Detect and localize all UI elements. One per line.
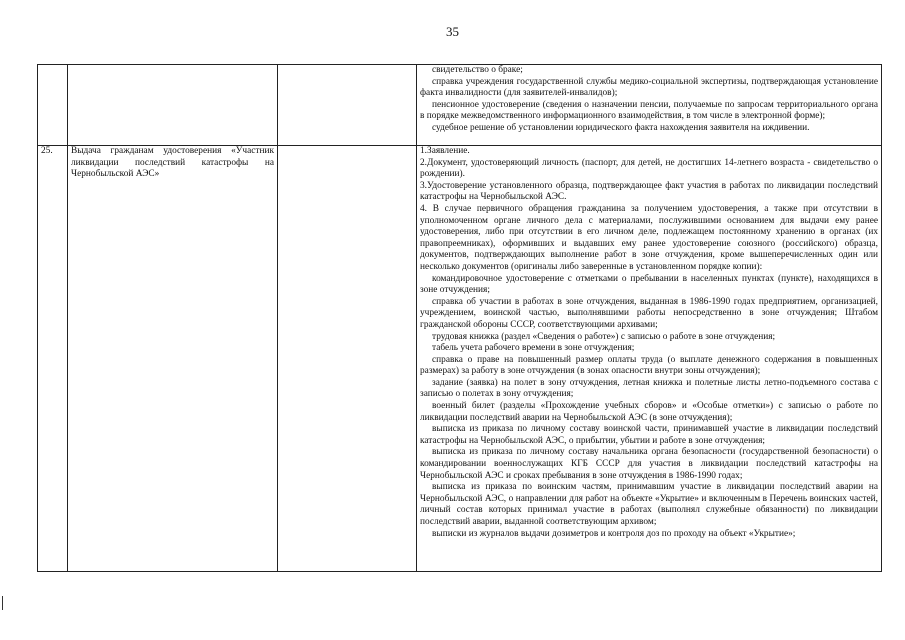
table-row [38, 146, 882, 572]
document-item: табель учета рабочего времени в зоне отчуждения; [432, 343, 635, 354]
document-item: трудовая книжка (раздел «Сведения о работе») с записью о работе в зоне отчуждения; [432, 331, 776, 342]
documents-cell [417, 65, 882, 146]
empty-cell [278, 146, 417, 572]
document-item: задание (заявка) на полет в зону отчуждения, летная книжка и полетные листы летно-подъемного состава с записью о полетах в зону отчуждения; [420, 377, 878, 400]
documents-cell [417, 146, 882, 572]
document-item: 3.Удостоверение установленного образца, подтверждающее факт участия в работах по ликвидации последствий катастрофы на Чернобыльской АЭС. [420, 180, 878, 203]
document-item: судебное решение об установлении юридического факта нахождения заявителя на иждивении. [432, 122, 810, 133]
document-item: 1.Заявление. [420, 146, 470, 156]
document-item: справка учреждения государственной службы медико-социальной экспертизы, подтверждающая установление факта инвалидности (для заявителей-инвалидов); [420, 76, 878, 99]
page-number: 35 [446, 24, 459, 39]
document-item: 2.Документ, удостоверяющий личность (паспорт, для детей, не достигших 14-летнего возраста - свидетельство о рождении). [420, 157, 878, 180]
service-cell: Выдача гражданам удостоверения «Участник ликвидации последствий катастрофы на Чернобыльской АЭС» [68, 146, 278, 572]
document-item: военный билет (разделы «Прохождение учебных сборов» и «Особые отметки») с записью о работе по ликвидации последствий аварии на Чернобыльской АЭС (в зоне отчуждения); [420, 401, 878, 423]
documents-table [37, 64, 882, 572]
document-item: пенсионное удостоверение (сведения о назначении пенсии, получаемые по запросам территориального органа в порядке межведомственного информационного взаимодействия, в том числе в электронной форме); [420, 99, 878, 122]
row-number-cell: 25. [38, 146, 68, 572]
document-item: свидетельство о браке; [432, 65, 523, 75]
document-item: выписки из журналов выдачи дозиметров и контроля доз по проходу на объект «Укрытие»; [432, 528, 796, 539]
table-row [38, 65, 882, 146]
margin-mark [2, 596, 3, 610]
document-item: выписка из приказа по личному составу воинской части, принимавшей участие в ликвидации последствий катастрофы на Чернобыльской АЭС, о прибытии, убытии и работе в зоне отчуждения; [420, 424, 878, 446]
row-number-cell [38, 65, 68, 146]
document-item: 4. В случае первичного обращения гражданина за получением удостоверения, а также при отсутствии в уполномоченном органе личного дела с материалами, послужившими основанием для выдачи ему ранее удостоверения, либо при отсутствии в его личном деле, подлежащем постоянному хранению в органах (их правопреемниках), оформивших и выдавших ему ранее удостоверение союзного (российского) образца, документов, подтверждающих выполнение работ в зоне отчуждения, кроме вышеперечисленных один или несколько документов (оригиналы либо заверенные в установленном порядке копии): [420, 203, 878, 272]
document-item: справка об участии в работах в зоне отчуждения, выданная в 1986-1990 годах предприятием, организацией, учреждением, воинской частью, выполнявшими работы непосредственно в зоне отчуждения; Штабом гражданской обороны СССР, соответствующими архивами; [420, 296, 878, 330]
document-item: выписка из приказа по воинским частям, принимавшим участие в ликвидации последствий аварии на Чернобыльской АЭС, о направлении для работ на объекте «Укрытие» и включенным в Перечень воинских частей, личный состав которых принимал участие в работах (выполнял служебные обязанности) по ликвидации последствий аварии, выданной соответствующим архивом; [420, 482, 878, 527]
empty-cell [278, 65, 417, 146]
service-cell [68, 65, 278, 146]
document-item: выписка из приказа по личному составу начальника органа безопасности (государственной безопасности) о командировании военнослужащих КГБ СССР для участия в ликвидации последствий катастрофы на Чернобыльской АЭС и сроках пребывания в зоне отчуждения в 1986-1990 годах; [420, 447, 878, 481]
document-item: командировочное удостоверение с отметками о пребывании в населенных пунктах (пункте), находящихся в зоне отчуждения; [420, 273, 878, 296]
document-item: справка о праве на повышенный размер оплаты труда (о выплате денежного содержания в повышенных размерах) за работу в зоне отчуждения (в зонах опасности внутри зоны отчуждения); [420, 354, 878, 377]
